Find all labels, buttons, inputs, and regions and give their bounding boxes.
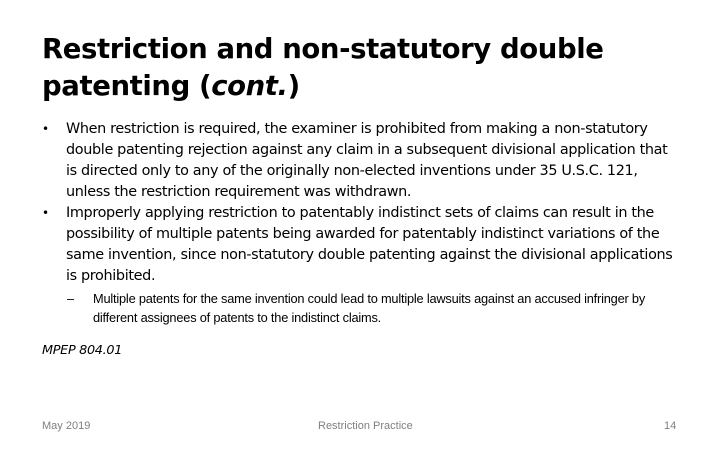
sub-bullet-text: Multiple patents for the same invention could lead to multiple lawsuits against an accused infringer by different assignees of patents to the indistinct claims. (93, 291, 646, 325)
page-number: 14 (664, 420, 677, 432)
slide-title (42, 31, 682, 105)
slide-title-italic: cont. (211, 70, 288, 102)
slide-title-main: Restriction and non-statutory double patenting ( (42, 33, 604, 102)
bullet-marker: • (42, 122, 49, 136)
mpep-reference: MPEP 804.01 (42, 343, 123, 358)
sub-bullet-marker: – (67, 291, 74, 306)
bullet-marker: • (42, 206, 49, 220)
slide-title-end: ) (287, 70, 300, 102)
sub-bullet-item (67, 289, 667, 327)
footer-title: Restriction Practice (318, 420, 413, 432)
footer-date: May 2019 (42, 420, 91, 432)
bullet-item-improper-restriction (42, 203, 682, 287)
bullet-text: When restriction is required, the examiner is prohibited from making a non-statutory double patenting rejection against any claim in a subsequent divisional application that is directed only to any of the originally non-elected inventions under 35 U.S.C. 121, unless the restriction requirement was withdrawn. (66, 121, 668, 200)
bullet-text: Improperly applying restriction to patentably indistinct sets of claims can result in the possibility of multiple patents being awarded for patentably indistinct variations of the same invention, since non-statutory double patenting against the divisional applications is prohibited. (66, 205, 673, 284)
bullet-item-restriction-required (42, 119, 682, 203)
bullet-list (42, 119, 682, 287)
